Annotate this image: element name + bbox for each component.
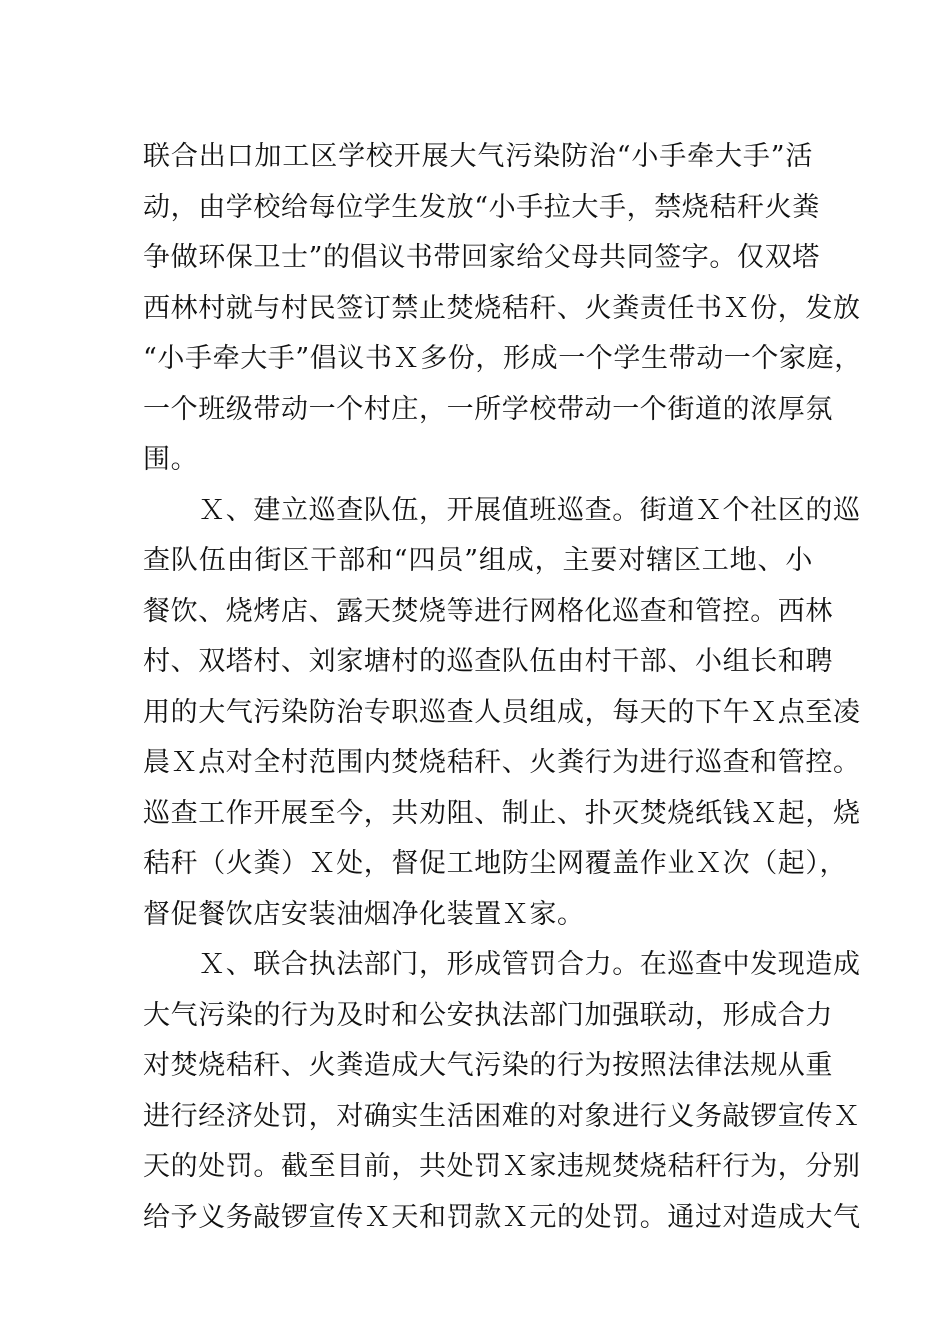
text-line: 村、双塔村、刘家塘村的巡查队伍由村干部、小组长和聘 <box>143 646 833 677</box>
text-line: 给予义务敲锣宣传Ｘ天和罚款Ｘ元的处罚。通过对造成大气 <box>143 1201 861 1233</box>
text-line: 对焚烧秸秆、火粪造成大气污染的行为按照法律法规从重 <box>143 1050 833 1081</box>
text-line: 晨Ｘ点对全村范围内焚烧秸秆、火粪行为进行巡查和管控。 <box>143 747 861 778</box>
text-line: 用的大气污染防治专职巡查人员组成，每天的下午Ｘ点至凌 <box>143 696 861 728</box>
text-line: 进行经济处罚，对确实生活困难的对象进行义务敲锣宣传Ｘ <box>143 1100 861 1132</box>
text-line: 大气污染的行为及时和公安执法部门加强联动，形成合力 <box>143 999 833 1031</box>
text-line: 动，由学校给每位学生发放“小手拉大手，禁烧秸秆火粪 <box>143 191 820 223</box>
text-line: Ｘ、建立巡查队伍，开展值班巡查。街道Ｘ个社区的巡 <box>143 494 861 526</box>
paragraph <box>143 940 861 1243</box>
text-line: 围。 <box>143 444 199 475</box>
text-line: 巡查工作开展至今，共劝阻、制止、扑灭焚烧纸钱Ｘ起，烧 <box>143 797 861 829</box>
document-body <box>143 132 862 1243</box>
text-line: 餐饮、烧烤店、露天焚烧等进行网格化巡查和管控。西林 <box>143 595 833 627</box>
text-line: “小手牵大手”倡议书Ｘ多份，形成一个学生带动一个家庭， <box>143 343 862 374</box>
text-line: 查队伍由街区干部和“四员”组成，主要对辖区工地、小 <box>143 545 813 576</box>
text-line: Ｘ、联合执法部门，形成管罚合力。在巡查中发现造成 <box>143 949 861 980</box>
text-line: 争做环保卫士”的倡议书带回家给父母共同签字。仅双塔 <box>143 242 820 273</box>
paragraph <box>143 132 862 486</box>
paragraph <box>143 486 861 941</box>
text-line: 督促餐饮店安装油烟净化装置Ｘ家。 <box>143 898 585 930</box>
text-line: 西林村就与村民签订禁止焚烧秸秆、火粪责任书Ｘ份，发放 <box>143 292 861 324</box>
text-line: 秸秆（火粪）Ｘ处，督促工地防尘网覆盖作业Ｘ次（起）， <box>143 848 848 879</box>
text-line: 联合出口加工区学校开展大气污染防治“小手牵大手”活 <box>143 141 813 172</box>
text-line: 天的处罚。截至目前，共处罚Ｘ家违规焚烧秸秆行为，分别 <box>143 1151 861 1182</box>
text-line: 一个班级带动一个村庄，一所学校带动一个街道的浓厚氛 <box>143 393 833 425</box>
